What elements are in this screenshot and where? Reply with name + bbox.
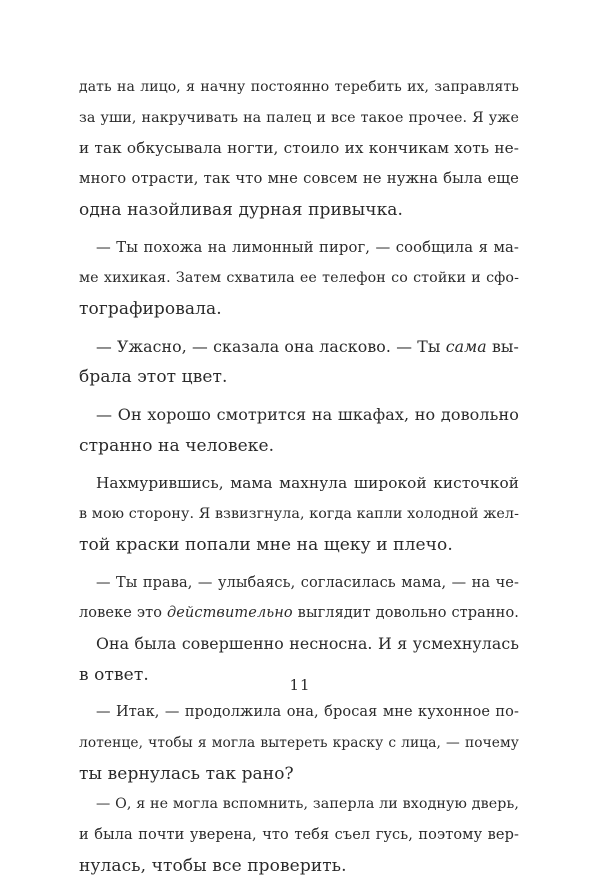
text-line: за уши, накручивать на палец и все такое прочее. Я уже [79,109,519,126]
text-line: ты вернулась так рано? [79,763,294,784]
text-line: лотенце, чтобы я могла вытереть краску с лица, — почему [79,735,519,752]
text-line: нулась, чтобы все проверить. [79,855,347,876]
text-segment: ловеке это [79,605,167,622]
text-line: — Итак, — продолжила она, бросая мне кухонное по- [96,704,519,721]
text-line: в ответ. [79,664,149,685]
text-line: одна назойливая дурная привычка. [79,199,404,220]
text-line: — Он хорошо смотрится на шкафах, но довольно [96,405,519,425]
text-line: в мою сторону. Я взвизгнула, когда капли холодной жел- [79,506,519,523]
text-line: той краски попали мне на щеку и плечо. [79,534,453,555]
body-text [79,72,519,882]
text-line: Нахмурившись, мама махнула широкой кисточкой [96,474,519,493]
text-line-with-emphasis [79,332,519,363]
text-segment: вы- [486,336,519,356]
text-line: тографировала. [79,298,222,319]
text-line: странно на человеке. [79,435,275,456]
text-line: дать на лицо, я начну постоянно теребить их, заправлять [79,79,519,95]
text-line: ме хихикая. Затем схватила ее телефон со стойки и сфо- [79,270,519,287]
emphasis-text: сама [445,336,487,356]
text-line: и так обкусывала ногти, стоило их кончикам хоть не- [79,139,519,158]
text-line: брала этот цвет. [79,367,228,388]
text-line: — Ты похожа на лимонный пирог, — сообщила я ма- [96,238,519,256]
text-line-with-emphasis [79,598,519,629]
page-number: 11 [289,676,311,694]
text-line: — Ты права, — улыбаясь, согласилась мама, — на че- [96,574,519,591]
text-line: много отрасти, так что мне совсем не нужна была еще [79,170,519,188]
text-segment: — Ужасно, — сказала она ласково. — Ты [96,336,446,356]
text-line: и была почти уверена, что тебя съел гусь, поэтому вер- [79,827,519,844]
text-segment: выглядит довольно странно. [292,605,519,622]
text-line: — О, я не могла вспомнить, заперла ли входную дверь, [96,796,519,813]
emphasis-text: действительно [166,605,293,622]
text-line: Она была совершенно несносна. И я усмехнулась [96,633,519,653]
